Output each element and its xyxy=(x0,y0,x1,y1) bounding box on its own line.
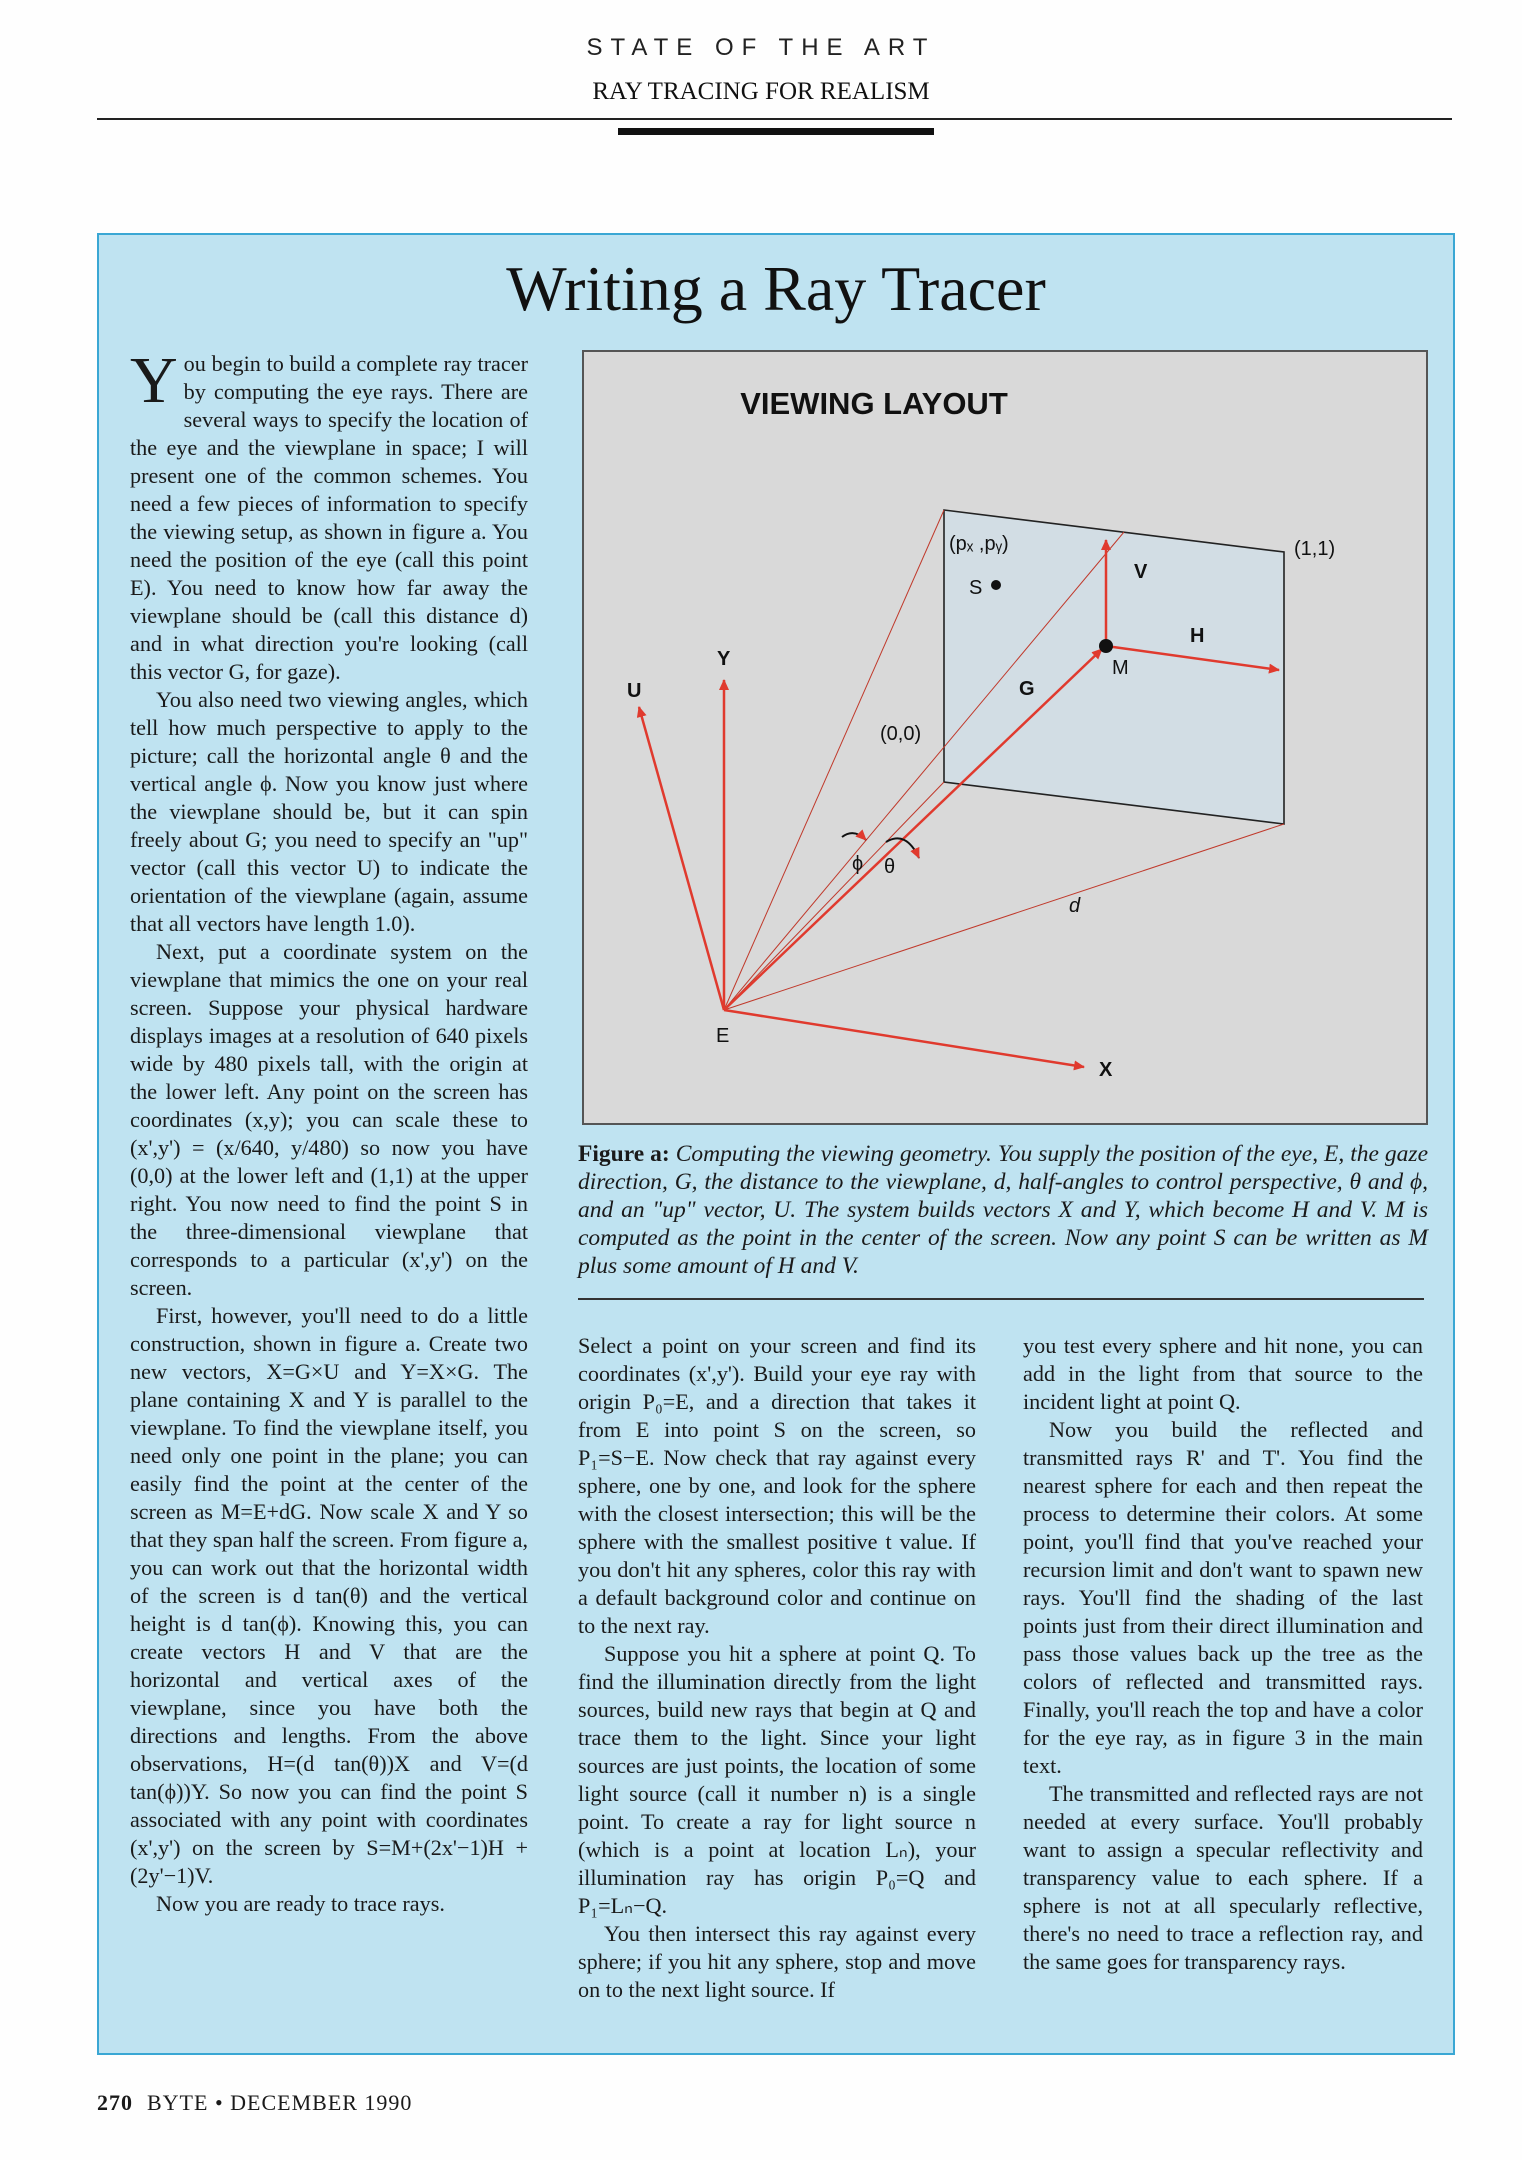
sidebar-title: Writing a Ray Tracer xyxy=(506,253,1046,324)
point-m xyxy=(1099,639,1113,653)
label-phi: ϕ xyxy=(852,853,864,875)
figure-caption xyxy=(578,1140,1428,1280)
paragraph: Select a point on your screen and find its coordinates (x',y'). Build your eye ray with origin P₀=E, and a direction that takes it from E into point S on the screen, so P₁=S−E. Now check that ray against every sphere, one by one, and look for the sphere with the closest intersection; this will be the sphere with the smallest positive t value. If you don't hit any spheres, color this ray with a default background color and continue on to the next ray. xyxy=(578,1333,976,1638)
paragraph: you test every sphere and hit none, you can add in the light from that source to the incident light at point Q. xyxy=(1023,1333,1423,1414)
label-h: H xyxy=(1190,625,1205,647)
section-header: STATE OF THE ART xyxy=(586,34,936,61)
label-e: E xyxy=(716,1025,730,1047)
header-accent-bar xyxy=(618,128,934,135)
paragraph: Now you build the reflected and transmitted rays R' and T'. You find the nearest sphere for each and then repeat the process to determine their colors. At some point, you'll find that you've reached your recursion limit and don't want to spawn new rays. You'll find the shading of the last points just from their direct illumination and pass those values back up the tree as the colors of reflected and transmitted rays. Finally, you'll reach the top and have a color for the eye ray, as in figure 3 in the main text. xyxy=(1023,1417,1423,1778)
text-column-1 xyxy=(130,344,528,1918)
x-vector xyxy=(724,1010,1084,1067)
paragraph: First, however, you'll need to do a little construction, shown in figure a. Create two new vectors, X=G×U and Y=X×G. The plane containing X and Y is parallel to the viewplane. To find the viewplane itself, you need only one point in the plane; you can easily find the point at the center of the screen as M=E+dG. Now scale X and Y so that they span half the screen. From figure a, you can work out that the horizontal width of the screen is d tan(θ) and the vertical height is d tan(ϕ). Knowing this, you can create vectors H and V that are the horizontal and vertical axes of the viewplane, since you have both the directions and lengths. From the above observations, H=(d tan(θ))X and V=(d tan(ϕ))Y. So now you can find the point S associated with any point with coordinates (x',y') on the screen by S=M+(2x'−1)H + (2y'−1)V. xyxy=(130,1303,528,1888)
gaze-vector xyxy=(724,649,1102,1010)
text-column-2 xyxy=(578,1332,976,2004)
label-g: G xyxy=(1019,678,1035,700)
paragraph: You begin to build a complete ray tracer by computing the eye rays. There are several ways to specify the location of the eye and the viewplane in space; I will present one of the common schemes. You need a few pieces of information to specify the viewing setup, as shown in figure a. You need the position of the eye (call this point E). You need to know how far away the viewplane should be (call this distance d) and in what direction you're looking (call this vector G, for gaze). xyxy=(130,344,528,684)
caption-text: Computing the viewing geometry. You supply the position of the eye, E, the gaze direction, G, the distance to the viewplane, d, half-angles to control perspective, θ and ϕ, and an "up" vector, U. The system builds vectors X and Y, which become H and V. M is computed as the point in the center of the screen. Now any point S can be written as M plus some amount of H and V. xyxy=(578,1141,1429,1279)
caption-lead: Figure a: xyxy=(578,1141,670,1167)
paragraph: You then intersect this ray against every sphere; if you hit any sphere, stop and move on to the next light source. If xyxy=(578,1921,976,2002)
drop-cap: Y xyxy=(130,344,178,417)
point-s xyxy=(991,580,1001,590)
label-theta: θ xyxy=(884,856,896,878)
viewing-diagram xyxy=(584,352,1430,1127)
label-s: S xyxy=(969,577,983,599)
figure-title: VIEWING LAYOUT xyxy=(740,386,1008,421)
page-number: 270 xyxy=(97,2090,133,2115)
label-d: d xyxy=(1069,895,1081,917)
header-rule xyxy=(97,118,1452,120)
label-u: U xyxy=(627,680,642,702)
publication-info: BYTE • DECEMBER 1990 xyxy=(147,2090,413,2115)
label-pxpy: (pₓ ,pᵧ) xyxy=(949,533,1009,555)
caption-rule xyxy=(578,1298,1424,1300)
label-v: V xyxy=(1134,561,1148,583)
label-y: Y xyxy=(717,648,731,670)
article-subtitle: RAY TRACING FOR REALISM xyxy=(592,78,930,105)
paragraph: Suppose you hit a sphere at point Q. To find the illumination directly from the light sources, build new rays that begin at Q and trace them to the light. Since your light sources are just points, the location of some light source (call it number n) is a single point. To create a ray for light source n (which is a point at location Lₙ), your illumination ray has origin P₀=Q and P₁=Lₙ−Q. xyxy=(578,1641,976,1918)
paragraph: Now you are ready to trace rays. xyxy=(156,1891,445,1916)
u-vector xyxy=(639,707,724,1010)
paragraph: The transmitted and reflected rays are not needed at every surface. You'll probably want to assign a specular reflectivity and transparency value to each sphere. If a sphere is not at all specularly reflective, there's no need to trace a reflection ray, and the same goes for transparency rays. xyxy=(1023,1781,1423,1974)
page-footer xyxy=(97,2090,412,2116)
label-x: X xyxy=(1099,1059,1113,1081)
text-column-3 xyxy=(1023,1332,1423,1976)
label-zero-zero: (0,0) xyxy=(880,723,922,745)
label-m: M xyxy=(1112,657,1129,679)
paragraph: You also need two viewing angles, which tell how much perspective to apply to the picture; call the horizontal angle θ and the vertical angle ϕ. Now you know just where the viewplane should be, but it can spin freely about G; you need to specify an "up" vector (call this vector U) to indicate the orientation of the viewplane (again, assume that all vectors have length 1.0). xyxy=(130,687,528,936)
viewing-layout-figure xyxy=(582,350,1428,1125)
phi-arc xyxy=(842,833,866,840)
label-one-one: (1,1) xyxy=(1294,538,1336,560)
paragraph: Next, put a coordinate system on the viewplane that mimics the one on your real screen. Suppose your physical hardware displays images at a resolution of 640 pixels wide by 480 pixels tall, with the origin at the lower left. Any point on the screen has coordinates (x,y); you can scale these to (x',y') = (x/640, y/480) so now you have (0,0) at the lower left and (1,1) at the upper right. You now need to find the point S in the three-dimensional viewplane that corresponds to a particular (x',y') on the screen. xyxy=(130,939,528,1300)
